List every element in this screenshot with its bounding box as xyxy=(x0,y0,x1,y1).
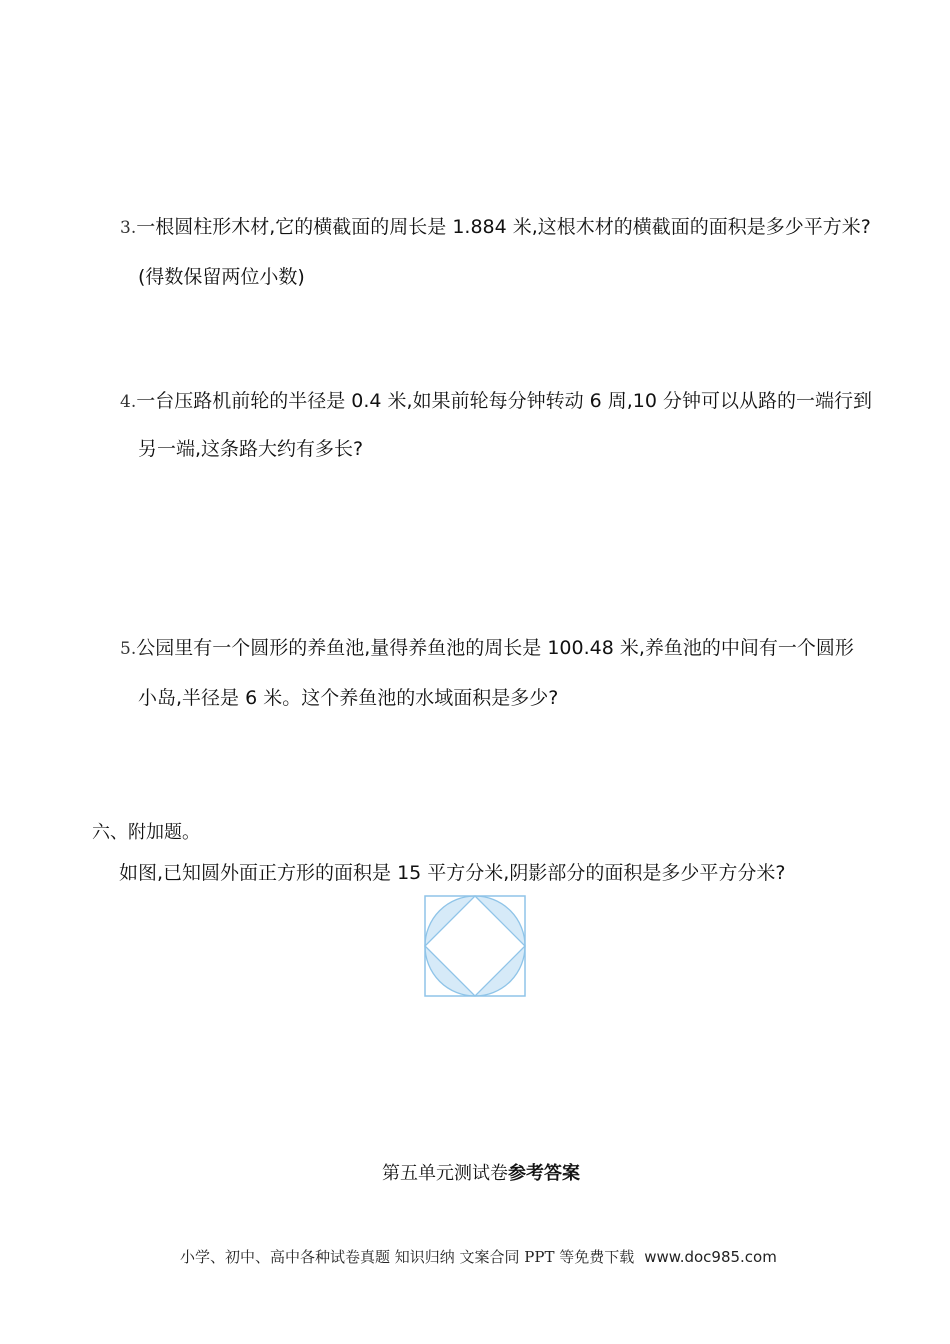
answer-title-part2: 参考答案 xyxy=(508,1163,580,1184)
section-6-question: 如图,已知圆外面正方形的面积是 15 平方分米,阴影部分的面积是多少平方分米? xyxy=(119,862,786,884)
question-4-line2: 另一端,这条路大约有多长? xyxy=(138,438,364,460)
circle-square-figure xyxy=(424,895,526,997)
answer-title-part1: 第五单元测试卷 xyxy=(382,1163,508,1184)
question-5-line1 xyxy=(120,636,854,661)
question-5-text: 公园里有一个圆形的养鱼池,量得养鱼池的周长是 100.48 米,养鱼池的中间有一个圆形 xyxy=(136,637,854,659)
question-4-number: 4. xyxy=(120,392,137,412)
footer xyxy=(180,1246,777,1267)
question-5-number: 5. xyxy=(120,639,137,659)
question-3-line2: (得数保留两位小数) xyxy=(138,266,305,288)
question-4-line1 xyxy=(120,389,872,414)
question-3-number: 3. xyxy=(120,218,137,238)
footer-text: 小学、初中、高中各种试卷真题 知识归纳 文案合同 PPT 等免费下载 xyxy=(180,1248,635,1266)
question-4-text: 一台压路机前轮的半径是 0.4 米,如果前轮每分钟转动 6 周,10 分钟可以从路的一端行到 xyxy=(136,390,872,412)
question-3-line1 xyxy=(120,215,871,240)
question-5-line2: 小岛,半径是 6 米。这个养鱼池的水域面积是多少? xyxy=(138,687,559,709)
answer-title xyxy=(382,1159,580,1185)
section-6-heading: 六、附加题。 xyxy=(92,822,200,843)
footer-url[interactable]: www.doc985.com xyxy=(644,1248,777,1266)
question-3-text: 一根圆柱形木材,它的横截面的周长是 1.884 米,这根木材的横截面的面积是多少平方米? xyxy=(136,216,871,238)
